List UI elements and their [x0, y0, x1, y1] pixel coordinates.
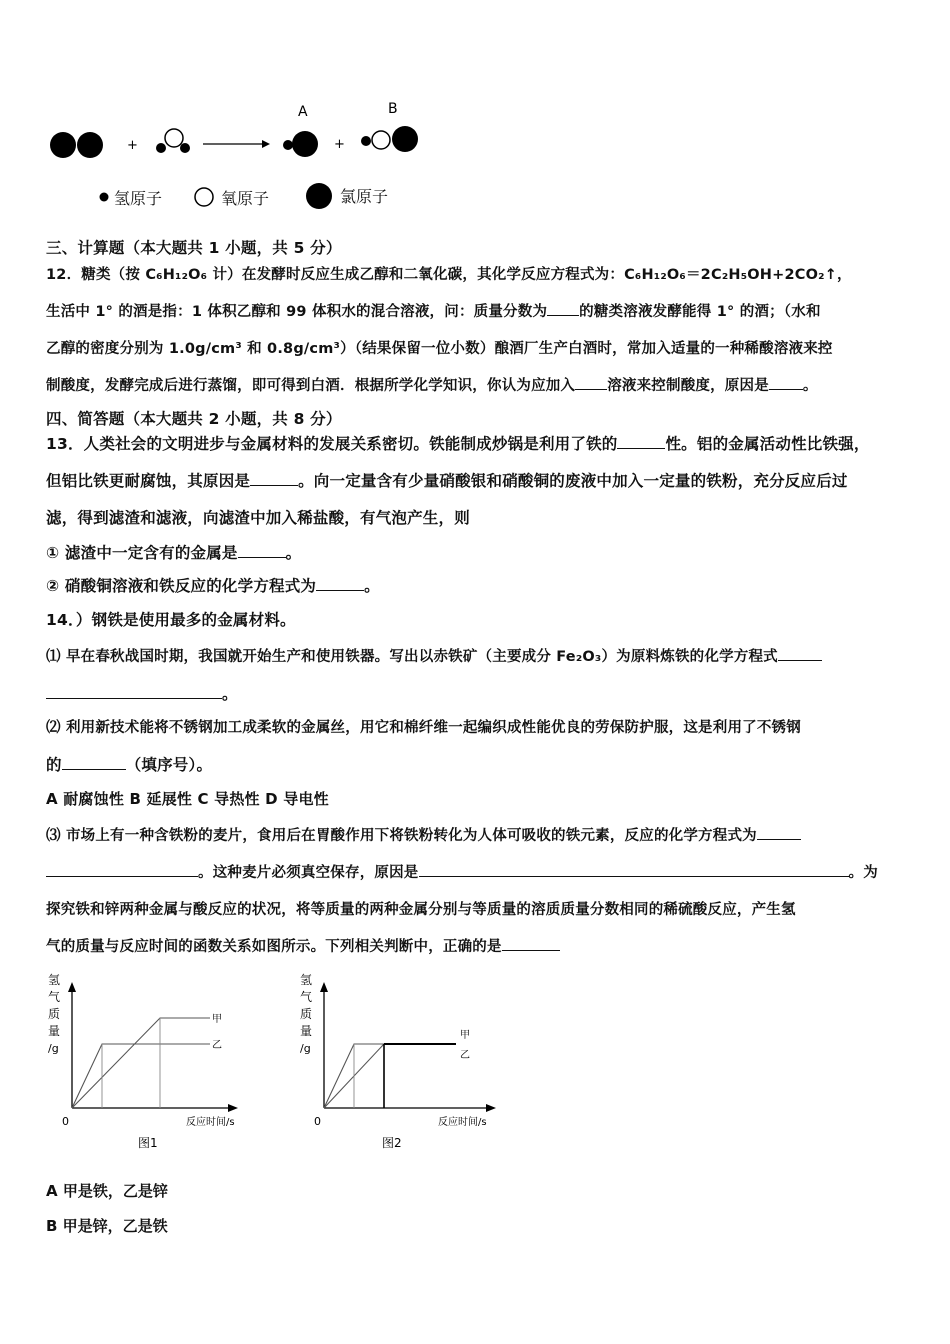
q14-p1-line2 — [46, 682, 238, 704]
q13-blank-property[interactable] — [617, 434, 665, 449]
plus-sign-1: + — [127, 138, 138, 153]
q12-line4-end: 。 — [802, 378, 818, 394]
q13-sub2-period: 。 — [364, 577, 380, 595]
q14-p3-text: ⑶ 市场上有一种含铁粉的麦片，食用后在胃酸作用下将铁粉转化为人体可吸收的铁元素，反应的化学方程式为 — [46, 828, 757, 844]
y-axis-arrow-icon — [320, 982, 328, 992]
q13-sub2 — [46, 574, 380, 596]
section4-heading: 四、简答题（本大题共 2 小题，共 8 分） — [46, 410, 342, 428]
q14-blank-judgement[interactable] — [502, 936, 560, 951]
y-label-char: 气 — [300, 990, 313, 1004]
q14-blank-stomach-equation[interactable] — [46, 862, 198, 877]
q12-line2-end: 的糖类溶液发酵能得 1° 的酒；（水和 — [579, 304, 821, 320]
q12-line4-start: 制酸度，发酵完成后进行蒸馏，即可得到白酒．根据所学化学知识，你认为应加入 — [46, 378, 576, 394]
graph-1-y-label — [48, 973, 60, 1055]
y-label-char: 氢 — [300, 973, 313, 987]
q14-blank-iron-equation[interactable] — [46, 684, 222, 699]
y-label-unit: /g — [48, 1042, 59, 1055]
graph-2-y-label — [300, 973, 312, 1055]
q13-blank-metals[interactable] — [238, 543, 286, 558]
graph-2-caption: 图2 — [382, 1136, 402, 1150]
q13-sub2-text: ② 硝酸铜溶液和铁反应的化学方程式为 — [46, 577, 317, 595]
y-label-char: 量 — [300, 1024, 313, 1038]
chlorine-legend-label: 氯原子 — [340, 187, 389, 206]
graph-1-series-yi: 乙 — [212, 1040, 222, 1051]
q14-blank-stomach-equation-start[interactable] — [757, 825, 801, 840]
q14-blank-iron-equation-start[interactable] — [778, 646, 822, 661]
y-label-char: 气 — [48, 990, 61, 1004]
y-label-char: 质 — [48, 1007, 61, 1021]
q12-blank-reason[interactable] — [769, 375, 803, 390]
graph-2-origin: 0 — [314, 1115, 321, 1128]
q13-blank-equation[interactable] — [316, 576, 364, 591]
q14-p3-line2 — [46, 861, 878, 882]
y-axis-arrow-icon — [68, 982, 76, 992]
q14-intro: 14．）钢铁是使用最多的金属材料。 — [46, 611, 296, 629]
q14-p3-line4 — [46, 935, 560, 956]
graph-2 — [292, 970, 512, 1155]
x-axis-arrow-icon — [486, 1104, 496, 1112]
q14-p2-line2 — [46, 753, 212, 775]
q14-p3-line3: 探究铁和锌两种金属与酸反应的状况，将等质量的两种金属分别与等质量的溶质质量分数相同的稀硫酸反应，产生氢 — [46, 902, 796, 918]
chlorine-atom — [292, 131, 318, 157]
q14-p2-line1: ⑵ 利用新技术能将不锈钢加工成柔软的金属丝，用它和棉纤维一起编织成性能优良的劳保防护服，这是利用了不锈钢 — [46, 720, 801, 736]
chlorine-atom — [392, 126, 418, 152]
q13-sub1-period: 。 — [285, 544, 302, 562]
oxygen-atom — [165, 129, 183, 147]
graph-2-series-yi: 乙 — [460, 1050, 470, 1061]
graph-1 — [40, 970, 260, 1155]
label-a: A — [298, 104, 308, 120]
oxygen-legend-label: 氧原子 — [221, 189, 270, 208]
chlorine-atom — [77, 132, 103, 158]
q13-sub1 — [46, 541, 301, 563]
q12-line3: 乙醇的密度分别为 1.0g/cm³ 和 0.8g/cm³）（结果保留一位小数）酿酒厂生产白酒时，常加入适量的一种稀酸溶液来控 — [46, 341, 833, 357]
q14-p2-hint: （填序号）。 — [125, 756, 213, 774]
q13-line1 — [46, 432, 870, 454]
q12-line4 — [46, 374, 818, 395]
q14-p1-period: 。 — [222, 685, 238, 703]
q14-p2-de: 的 — [46, 756, 62, 774]
q12-line2 — [46, 300, 821, 321]
section3-heading: 三、计算题（本大题共 1 小题，共 5 分） — [46, 239, 342, 257]
plus-sign-2: + — [334, 137, 345, 152]
hydrogen-legend-label: 氢原子 — [114, 189, 163, 208]
q14-p3-line1 — [46, 824, 801, 845]
graph-1-origin: 0 — [62, 1115, 69, 1128]
hydrogen-atom — [180, 143, 190, 153]
option-b[interactable]: B 甲是锌，乙是铁 — [46, 1217, 168, 1235]
q14-p1-text: ⑴ 早在春秋战国时期，我国就开始生产和使用铁器。写出以赤铁矿（主要成分 Fe₂O₃）为原料炼铁的化学方程式 — [46, 649, 778, 665]
q14-p3-question: 气的质量与反应时间的函数关系如图所示。下列相关判断中，正确的是 — [46, 939, 502, 955]
q12-blank-mass-fraction[interactable] — [547, 301, 579, 316]
y-label-char: 质 — [300, 1007, 313, 1021]
q13-line2 — [46, 469, 848, 491]
hydrogen-legend-icon — [99, 192, 109, 202]
oxygen-atom — [372, 131, 390, 149]
hydrogen-atom — [361, 136, 371, 146]
q13-line3: 滤，得到滤渣和滤液，向滤渣中加入稀盐酸，有气泡产生，则 — [46, 509, 470, 527]
hydrogen-atom — [156, 143, 166, 153]
hydrogen-atom — [283, 140, 293, 150]
q14-blank-vacuum-reason[interactable] — [419, 862, 849, 877]
graph-2-series-jia: 甲 — [460, 1030, 470, 1041]
y-label-unit: /g — [300, 1042, 311, 1055]
q13-line2-end: 。向一定量含有少量硝酸银和硝酸铜的废液中加入一定量的铁粉，充分反应后过 — [298, 472, 848, 490]
arrow-head-icon — [262, 140, 270, 148]
y-label-char: 氢 — [48, 973, 61, 987]
q13-blank-reason[interactable] — [250, 471, 298, 486]
oxygen-legend-icon — [193, 186, 215, 208]
y-label-char: 量 — [48, 1024, 61, 1038]
q14-p2-options: A 耐腐蚀性 B 延展性 C 导热性 D 导电性 — [46, 790, 329, 808]
graph-1-caption: 图1 — [138, 1136, 158, 1150]
graph-1-series-jia: 甲 — [212, 1014, 222, 1025]
option-a[interactable]: A 甲是铁，乙是锌 — [46, 1182, 168, 1200]
q14-p3-wei: 。为 — [848, 865, 878, 881]
q12-line2-start: 生活中 1° 的酒是指：1 体积乙醇和 99 体积水的混合溶液，问：质量分数为 — [46, 304, 548, 320]
graph-1-x-label: 反应时间/s — [186, 1117, 235, 1128]
q14-blank-option-number[interactable] — [62, 755, 126, 770]
q13-line2-start: 但铝比铁更耐腐蚀，其原因是 — [46, 472, 251, 490]
q12-line4-mid: 溶液来控制酸度，原因是 — [607, 378, 769, 394]
q14-p1-line1 — [46, 645, 822, 666]
q12-blank-acid[interactable] — [575, 375, 607, 390]
q14-p3-vacuum: 。这种麦片必须真空保存，原因是 — [198, 865, 419, 881]
q13-line1-end: 性。铝的金属活动性比铁强， — [665, 435, 870, 453]
reaction-molecules-figure — [40, 96, 440, 166]
graph-2-x-label: 反应时间/s — [438, 1117, 487, 1128]
chlorine-atom — [50, 132, 76, 158]
x-axis-arrow-icon — [228, 1104, 238, 1112]
q13-sub1-text: ① 滤渣中一定含有的金属是 — [46, 544, 238, 562]
chlorine-legend-icon — [305, 182, 333, 210]
q13-line1-start: 13．人类社会的文明进步与金属材料的发展关系密切。铁能制成炒锅是利用了铁的 — [46, 435, 618, 453]
graph-1-curve-yi — [72, 1044, 210, 1108]
label-b: B — [388, 101, 398, 117]
q12-line1: 12．糖类（按 C₆H₁₂O₆ 计）在发酵时反应生成乙醇和二氧化碳，其化学反应方程式为：C₆H₁₂O₆＝2C₂H₅OH+2CO₂↑， — [46, 267, 852, 283]
